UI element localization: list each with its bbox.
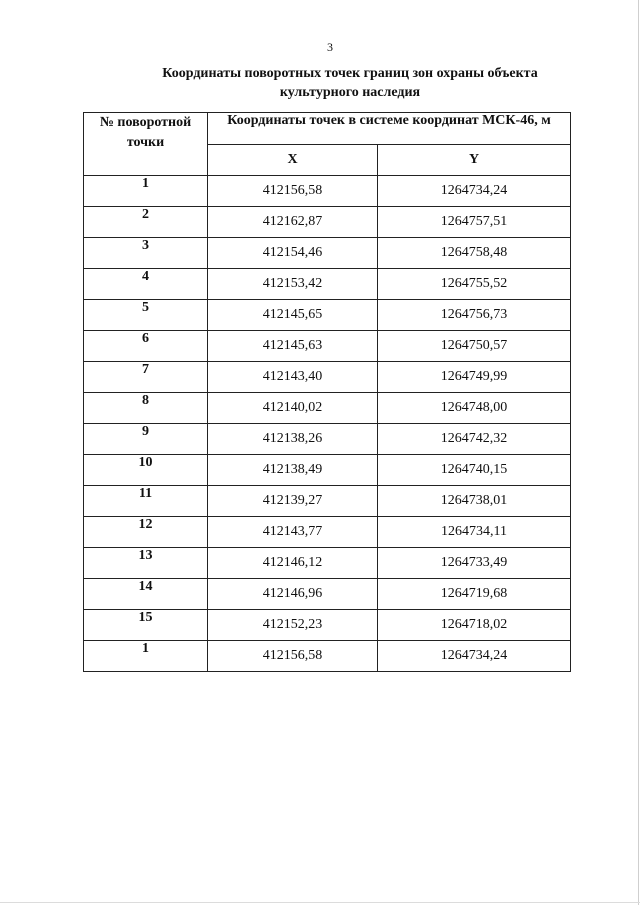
table-row (84, 300, 571, 331)
point-number-cell: 14 (84, 579, 208, 610)
document-title-line-2: культурного наследия (279, 85, 421, 100)
header-y: Y (378, 145, 571, 176)
document-title-line-1: Координаты поворотных точек границ зон охраны объекта (162, 66, 538, 81)
y-coordinate-cell: 1264719,68 (378, 579, 571, 610)
table-row (84, 393, 571, 424)
table-row (84, 455, 571, 486)
x-coordinate-cell: 412139,27 (208, 486, 378, 517)
header-point-number-line-1: № поворотной (99, 115, 192, 130)
x-coordinate-cell: 412140,02 (208, 393, 378, 424)
point-number-cell: 1 (84, 176, 208, 207)
point-number-cell: 12 (84, 517, 208, 548)
point-number-cell: 4 (84, 269, 208, 300)
point-number-cell: 9 (84, 424, 208, 455)
table-body (84, 176, 571, 672)
page-number: 3 (327, 40, 333, 54)
table-row (84, 269, 571, 300)
x-coordinate-cell: 412152,23 (208, 610, 378, 641)
y-coordinate-cell: 1264749,99 (378, 362, 571, 393)
header-point-number (84, 113, 208, 176)
x-coordinate-cell: 412146,96 (208, 579, 378, 610)
point-number-cell: 2 (84, 207, 208, 238)
x-coordinate-cell: 412145,63 (208, 331, 378, 362)
point-number-cell: 3 (84, 238, 208, 269)
x-coordinate-cell: 412138,26 (208, 424, 378, 455)
scan-edge-bottom (0, 902, 640, 903)
x-coordinate-cell: 412162,87 (208, 207, 378, 238)
y-coordinate-cell: 1264750,57 (378, 331, 571, 362)
point-number-cell: 1 (84, 641, 208, 672)
point-number-cell: 10 (84, 455, 208, 486)
header-coordinates: Координаты точек в системе координат МСК-46, м (208, 113, 571, 145)
table-row (84, 486, 571, 517)
y-coordinate-cell: 1264756,73 (378, 300, 571, 331)
table-row (84, 517, 571, 548)
table-row (84, 548, 571, 579)
table-row (84, 238, 571, 269)
point-number-cell: 11 (84, 486, 208, 517)
x-coordinate-cell: 412143,77 (208, 517, 378, 548)
table-row (84, 331, 571, 362)
point-number-cell: 13 (84, 548, 208, 579)
table-row (84, 424, 571, 455)
x-coordinate-cell: 412154,46 (208, 238, 378, 269)
y-coordinate-cell: 1264734,24 (378, 176, 571, 207)
y-coordinate-cell: 1264738,01 (378, 486, 571, 517)
x-coordinate-cell: 412156,58 (208, 176, 378, 207)
x-coordinate-cell: 412138,49 (208, 455, 378, 486)
y-coordinate-cell: 1264740,15 (378, 455, 571, 486)
table-row (84, 207, 571, 238)
y-coordinate-cell: 1264757,51 (378, 207, 571, 238)
y-coordinate-cell: 1264755,52 (378, 269, 571, 300)
y-coordinate-cell: 1264742,32 (378, 424, 571, 455)
coordinates-table (83, 112, 571, 672)
y-coordinate-cell: 1264734,11 (378, 517, 571, 548)
point-number-cell: 6 (84, 331, 208, 362)
point-number-cell: 5 (84, 300, 208, 331)
y-coordinate-cell: 1264748,00 (378, 393, 571, 424)
x-coordinate-cell: 412146,12 (208, 548, 378, 579)
y-coordinate-cell: 1264758,48 (378, 238, 571, 269)
point-number-cell: 8 (84, 393, 208, 424)
table-row (84, 176, 571, 207)
header-x: X (208, 145, 378, 176)
table-row (84, 610, 571, 641)
scan-edge-right (638, 0, 639, 905)
x-coordinate-cell: 412145,65 (208, 300, 378, 331)
document-title (140, 64, 560, 102)
x-coordinate-cell: 412156,58 (208, 641, 378, 672)
y-coordinate-cell: 1264734,24 (378, 641, 571, 672)
point-number-cell: 7 (84, 362, 208, 393)
point-number-cell: 15 (84, 610, 208, 641)
table-row (84, 579, 571, 610)
table-row (84, 641, 571, 672)
table-row (84, 362, 571, 393)
y-coordinate-cell: 1264733,49 (378, 548, 571, 579)
y-coordinate-cell: 1264718,02 (378, 610, 571, 641)
x-coordinate-cell: 412143,40 (208, 362, 378, 393)
x-coordinate-cell: 412153,42 (208, 269, 378, 300)
header-point-number-line-2: точки (126, 135, 165, 150)
